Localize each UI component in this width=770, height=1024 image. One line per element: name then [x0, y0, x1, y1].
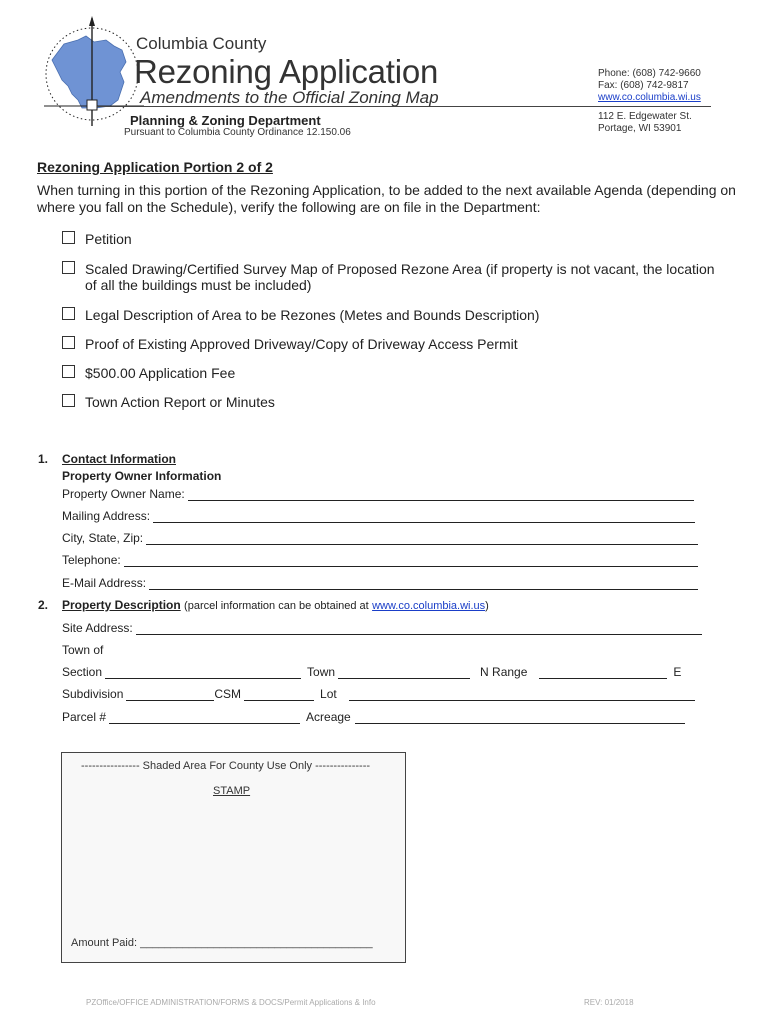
footer-revision: REV: 01/2018 — [584, 998, 634, 1007]
town-of-label: Town of — [62, 643, 104, 657]
page-title: Rezoning Application — [134, 53, 439, 90]
telephone-field[interactable] — [124, 556, 698, 567]
mailing-address-label: Mailing Address: — [62, 509, 151, 523]
checkbox[interactable] — [62, 394, 75, 407]
csm-field[interactable] — [244, 690, 314, 701]
section-2-number: 2. — [38, 598, 49, 612]
amount-paid-label: Amount Paid: ______________________________________ — [71, 937, 373, 949]
subdivision-row — [62, 687, 701, 701]
owner-name-label: Property Owner Name: — [62, 487, 185, 501]
acreage-field[interactable] — [355, 713, 685, 724]
town-of-row — [62, 643, 103, 657]
county-logo — [40, 16, 148, 128]
checklist-item — [62, 307, 725, 323]
portion-heading: Rezoning Application Portion 2 of 2 — [37, 159, 273, 175]
checklist-item — [62, 365, 725, 381]
city-state-zip-field[interactable] — [146, 534, 698, 545]
town-label: Town — [307, 665, 336, 679]
range-field[interactable] — [539, 668, 667, 679]
telephone-row — [62, 553, 704, 567]
site-address-row — [62, 621, 708, 635]
checklist-label: Town Action Report or Minutes — [85, 394, 275, 410]
checklist-item — [62, 336, 725, 352]
checklist-label: Proof of Existing Approved Driveway/Copy of Driveway Access Permit — [85, 336, 518, 352]
parcel-field[interactable] — [109, 713, 300, 724]
parcel-info-link[interactable]: www.co.columbia.wi.us — [372, 600, 486, 612]
lot-label: Lot — [320, 687, 337, 701]
checkbox[interactable] — [62, 231, 75, 244]
checklist-label: Scaled Drawing/Certified Survey Map of Proposed Rezone Area (if property is not vacant, the location of all the buildings must be included) — [85, 261, 715, 293]
telephone-label: Telephone: — [62, 553, 121, 567]
section-1-number: 1. — [38, 452, 49, 466]
section-field[interactable] — [105, 668, 301, 679]
section-town-range-row — [62, 665, 681, 679]
subdivision-field[interactable] — [126, 690, 214, 701]
subdivision-label: Subdivision — [62, 687, 124, 701]
website-link[interactable]: www.co.columbia.wi.us — [598, 92, 701, 103]
email-label: E-Mail Address: — [62, 576, 147, 590]
site-address-label: Site Address: — [62, 621, 133, 635]
checkbox[interactable] — [62, 336, 75, 349]
checkbox[interactable] — [62, 261, 75, 274]
lot-field[interactable] — [349, 690, 695, 701]
intro-paragraph: When turning in this portion of the Rezoning Application, to be added to the next available Agenda (depending on where you fall on the Schedule), verify the following are on file in the Department: — [37, 182, 736, 215]
town-field[interactable] — [338, 668, 470, 679]
acreage-label: Acreage — [306, 710, 351, 724]
parcel-note: (parcel information can be obtained at — [184, 600, 369, 612]
address-block — [598, 111, 692, 135]
page-subtitle: Amendments to the Official Zoning Map — [140, 88, 439, 107]
section-2-heading-line — [62, 598, 489, 612]
section-1-heading: Contact Information — [62, 452, 176, 466]
contact-block — [598, 68, 701, 104]
site-address-field[interactable] — [136, 624, 702, 635]
parcel-row — [62, 710, 691, 724]
footer-path: PZOffice/OFFICE ADMINISTRATION/FORMS & DOCS/Permit Applications & Info — [86, 998, 376, 1007]
e-label: E — [673, 665, 682, 679]
department-name: Planning & Zoning Department — [130, 113, 321, 128]
wisconsin-state-shape — [52, 36, 126, 108]
email-field[interactable] — [149, 579, 698, 590]
owner-name-field[interactable] — [188, 490, 694, 501]
checklist-label: Petition — [85, 231, 132, 247]
csm-label: CSM — [214, 687, 242, 701]
parcel-label: Parcel # — [62, 710, 107, 724]
address-line-1: 112 E. Edgewater St. — [598, 111, 692, 122]
stamp-label: STAMP — [213, 785, 251, 797]
county-use-box — [61, 752, 406, 963]
county-name: Columbia County — [136, 34, 267, 53]
phone-number: Phone: (608) 742-9660 — [598, 68, 701, 79]
header-divider — [97, 106, 711, 107]
ordinance-reference: Pursuant to Columbia County Ordinance 12.150.06 — [124, 127, 351, 138]
checklist-item — [62, 231, 725, 247]
section-2-heading: Property Description — [62, 598, 181, 612]
checklist-label: Legal Description of Area to be Rezones (Metes and Bounds Description) — [85, 307, 540, 323]
city-state-zip-label: City, State, Zip: — [62, 531, 144, 545]
city-state-zip-row — [62, 531, 704, 545]
n-range-label: N Range — [480, 665, 528, 679]
fax-number: Fax: (608) 742-9817 — [598, 80, 689, 91]
parcel-note-close: ) — [485, 600, 489, 612]
checklist-item — [62, 261, 725, 293]
email-row — [62, 576, 704, 590]
address-line-2: Portage, WI 53901 — [598, 123, 682, 134]
section-1-subheading: Property Owner Information — [62, 469, 222, 483]
county-use-heading: ---------------- Shaded Area For County Use Only --------------- — [81, 760, 371, 772]
checklist-item — [62, 394, 725, 410]
mailing-address-field[interactable] — [153, 512, 695, 523]
owner-name-row — [62, 487, 700, 501]
mailing-address-row — [62, 509, 701, 523]
checklist-label: $500.00 Application Fee — [85, 365, 236, 381]
section-label: Section — [62, 665, 103, 679]
checkbox[interactable] — [62, 365, 75, 378]
checkbox[interactable] — [62, 307, 75, 320]
